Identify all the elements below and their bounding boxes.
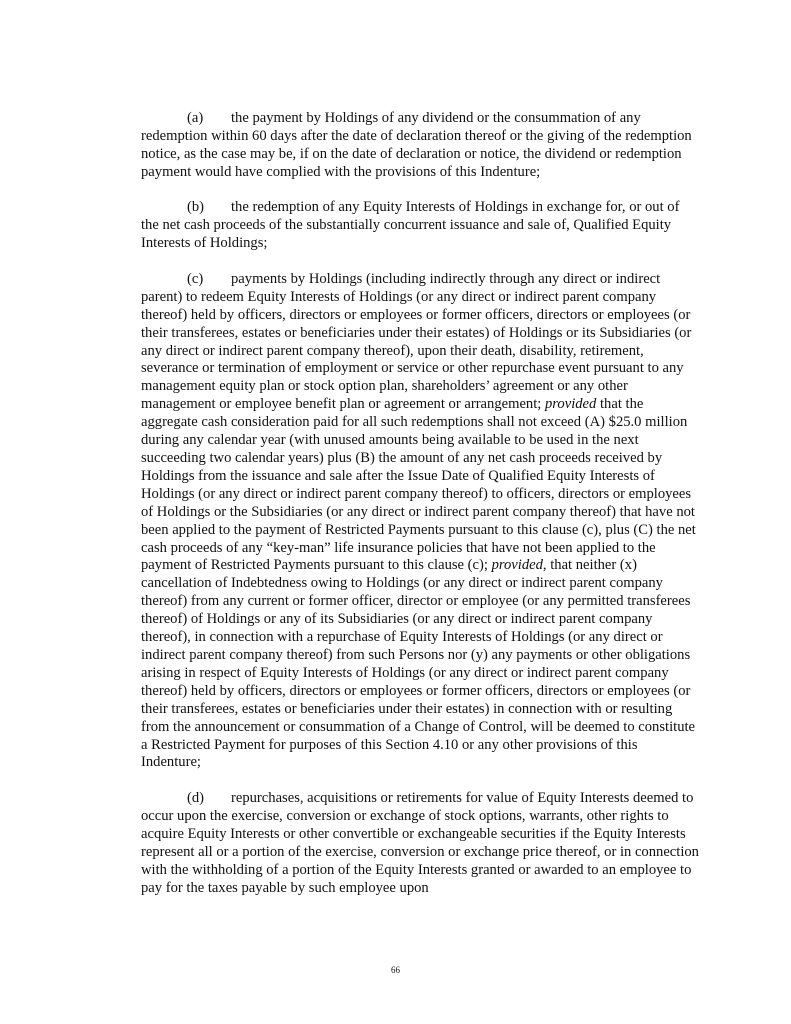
clause-label: (d) [187, 790, 205, 807]
clause-label: (b) [187, 199, 205, 216]
clause-text: payments by Holdings (including indirectly through any direct or indirect parent) to redeem Equity Interests of Holdings (or any direct or indirect parent company thereof) held by officers, directors or employees or former officers, directors or employees (or their transferees, estates or beneficiaries under their estates) of Holdings or its Subsidiaries (or any direct or indirect parent company thereof), upon their death, disability, retirement, severance or termination of employment or service or other repurchase event pursuant to any management equity plan or stock option plan, shareholders’ agreement or any other management or employee benefit plan or agreement or arrangement; [141, 270, 692, 413]
clause-label: (a) [187, 110, 204, 126]
clause-text: repurchases, acquisitions or retirements for value of Equity Interests deemed to occur upon the exercise, conversion or exchange of stock options, warrants, other rights to acquire Equity Interests or other convertible or exchangeable securities if the Equity Interests represent all or a portion of the exercise, conversion or exchange price thereof, or in connection with the withholding of a portion of the Equity Interests granted or awarded to an employee to pay for the taxes payable by such employee upon [141, 790, 699, 896]
clause-text: the redemption of any Equity Interests of Holdings in exchange for, or out of the net cash proceeds of the substantially concurrent issuance and sale of, Qualified Equity Interests of Holdings; [141, 199, 680, 252]
clause-d [141, 790, 700, 897]
page-number: 66 [391, 965, 400, 975]
clause-a [141, 110, 700, 182]
clause-label: (c) [187, 270, 204, 287]
clause-text: that the aggregate cash consideration paid for all such redemptions shall not exceed (A) $25.0 million during any calendar year (with unused amounts being available to be used in the next succeeding two calendar years) plus (B) the amount of any net cash proceeds received by Holdings from the issuance and sale after the Issue Date of Qualified Equity Interests of Holdings (or any direct or indirect parent company thereof) to officers, directors or employees of Holdings or the Subsidiaries (or any direct or indirect parent company thereof) that have not been applied to the payment of Restricted Payments pursuant to this clause (c), plus (C) the net cash proceeds of any “key-man” life insurance policies that have not been applied to the payment of Restricted Payments pursuant to this clause (c); [141, 396, 696, 574]
clause-c [141, 271, 700, 772]
clause-b [141, 199, 700, 253]
clause-text: , that neither (x) cancellation of Indebtedness owing to Holdings (or any direct or indirect parent company thereof) from any current or former officer, director or employee (or any permitted transferees thereof) of Holdings or any of its Subsidiaries (or any direct or indirect parent company thereof), in connection with a repurchase of Equity Interests of Holdings (or any direct or indirect parent company thereof) from such Persons nor (y) any payments or other obligations arising in respect of Equity Interests of Holdings (or any direct or indirect parent company thereof) held by officers, directors or employees or former officers, directors or employees (or their transferees, estates or beneficiaries under their estates) in connection with or resulting from the announcement or consummation of a Change of Control, will be deemed to constitute a Restricted Payment for purposes of this Section 4.10 or any other provisions of this Indenture; [141, 557, 696, 771]
clause-text-italic: provided [491, 557, 543, 574]
clause-text: the payment by Holdings of any dividend or the consummation of any redemption within 60 days after the date of declaration thereof or the giving of the redemption notice, as the case may be, if on the date of declaration or notice, the dividend or redemption payment would have complied with the provisions of this Indenture; [141, 110, 692, 180]
document-body [141, 110, 700, 915]
clause-text-italic: provided [545, 396, 597, 413]
